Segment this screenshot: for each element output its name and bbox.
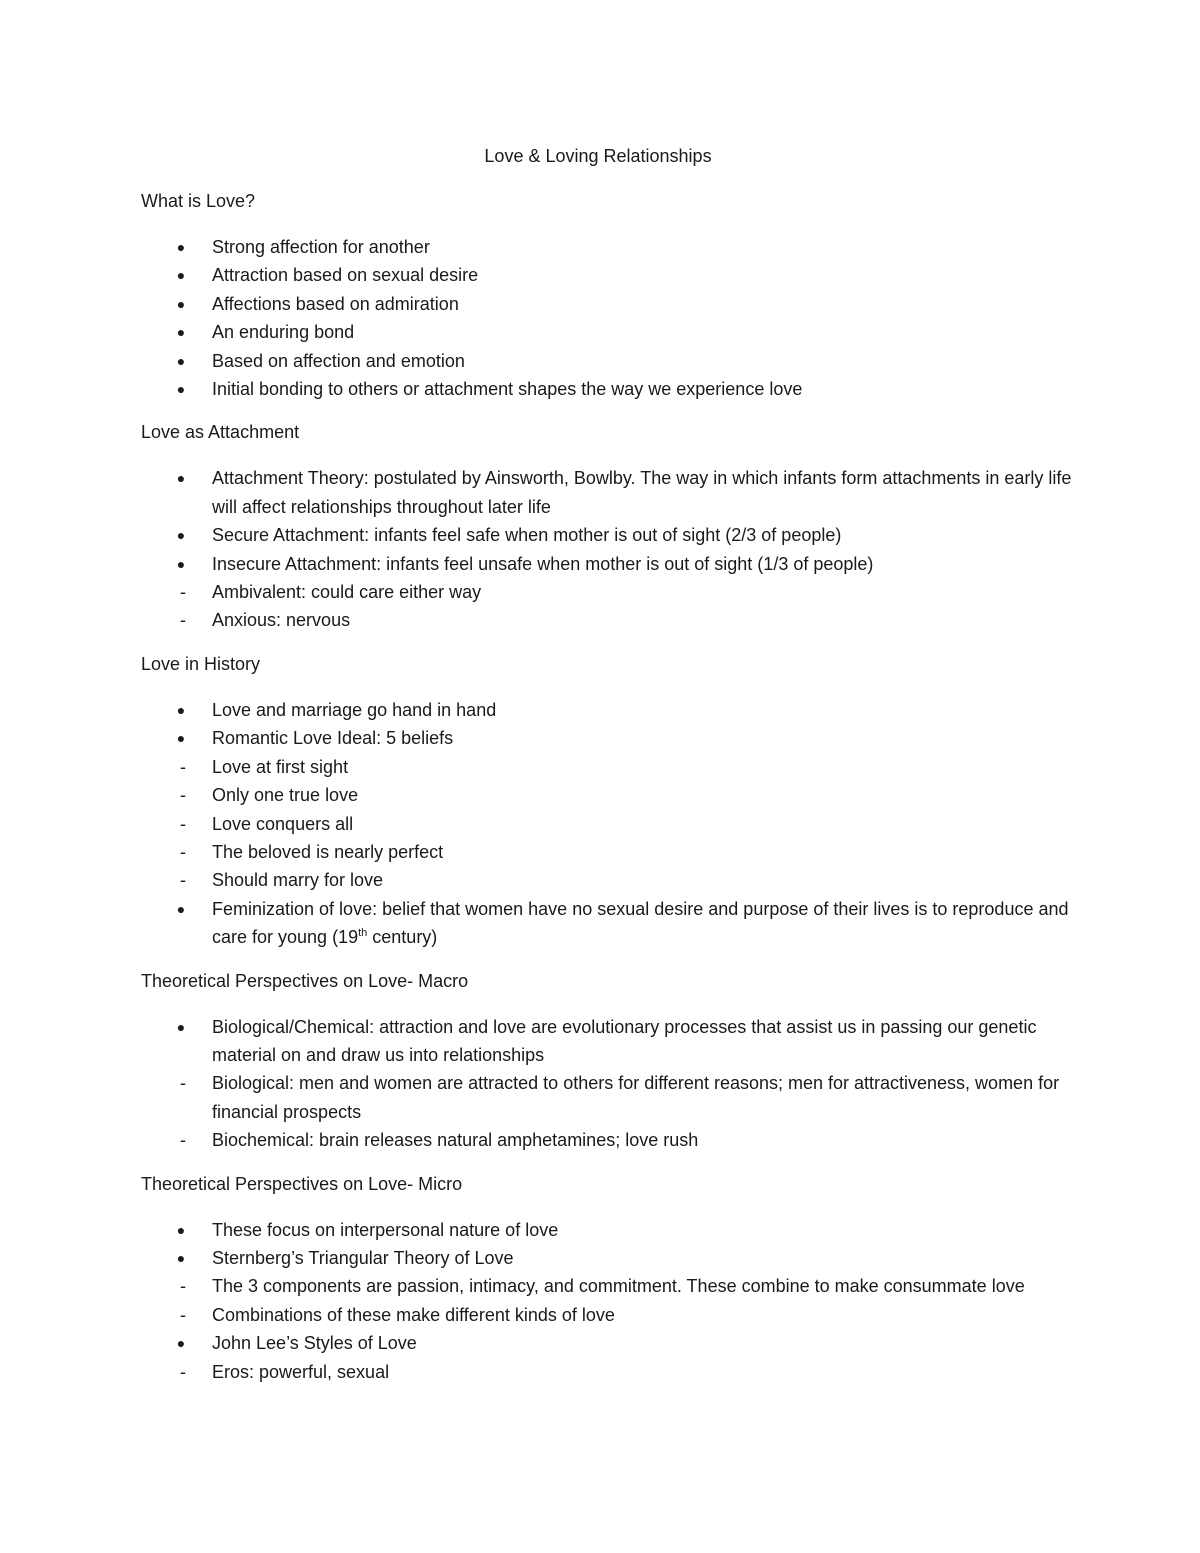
list-item-text: These focus on interpersonal nature of love — [212, 1219, 559, 1240]
section-heading: Love as Attachment — [141, 422, 300, 443]
list-item-text: Attraction based on sexual desire — [212, 265, 479, 286]
list-item — [141, 1244, 1081, 1272]
bullet-icon: ● — [176, 1249, 186, 1266]
document-title: Love & Loving Relationships — [484, 146, 712, 166]
section-heading: Theoretical Perspectives on Love- Macro — [141, 970, 469, 991]
dash-icon: - — [180, 841, 186, 862]
list-item — [141, 318, 1081, 346]
list-item — [141, 895, 1081, 952]
section-list — [141, 1216, 1081, 1386]
section-list — [141, 464, 1081, 634]
list-item-text: Biological: men and women are attracted to others for different reasons; men for attractiveness, women for financial prospects — [212, 1073, 1060, 1122]
list-item-text-tail: century) — [367, 927, 438, 948]
list-item-text: Biochemical: brain releases natural amphetamines; love rush — [212, 1130, 699, 1151]
list-item-text: Combinations of these make different kinds of love — [212, 1304, 615, 1325]
bullet-icon: ● — [176, 1018, 186, 1035]
bullet-icon: ● — [176, 352, 186, 369]
dash-icon: - — [180, 756, 186, 777]
list-item — [141, 1329, 1081, 1357]
list-item-text: Strong affection for another — [212, 237, 430, 257]
section-heading: What is Love? — [141, 191, 256, 211]
list-item — [141, 1358, 1081, 1386]
list-item — [141, 347, 1081, 375]
section-list — [141, 696, 1081, 952]
list-item-text: Ambivalent: could care either way — [212, 582, 482, 603]
dash-icon: - — [180, 1304, 186, 1325]
dash-icon: - — [180, 582, 186, 603]
list-item — [141, 606, 1081, 634]
list-item-text: Insecure Attachment: infants feel unsafe when mother is out of sight (1/3 of people) — [212, 553, 874, 574]
list-item — [141, 753, 1081, 781]
bullet-icon: ● — [176, 701, 186, 718]
bullet-icon: ● — [176, 900, 186, 917]
bullet-icon: ● — [176, 1335, 186, 1352]
dash-icon: - — [180, 1073, 186, 1094]
list-item-text: Biological/Chemical: attraction and love are evolutionary processes that assist us in passing our genetic material on and draw us into relationships — [212, 1016, 1037, 1065]
list-item-text: John Lee’s Styles of Love — [212, 1333, 417, 1354]
list-item — [141, 781, 1081, 809]
list-item — [141, 810, 1081, 838]
list-item-text: Sternberg’s Triangular Theory of Love — [212, 1247, 514, 1268]
list-item — [141, 464, 1081, 521]
bullet-icon: ● — [176, 324, 186, 341]
list-item-text: Based on affection and emotion — [212, 350, 465, 371]
dash-icon: - — [180, 1130, 186, 1151]
dash-icon: - — [180, 870, 186, 891]
section-list — [141, 233, 1081, 403]
list-item-text: Romantic Love Ideal: 5 beliefs — [212, 728, 454, 749]
bullet-icon: ● — [176, 470, 186, 487]
list-item — [141, 261, 1081, 289]
bullet-icon: ● — [176, 381, 186, 398]
dash-icon: - — [180, 1276, 186, 1297]
bullet-icon: ● — [176, 1221, 186, 1238]
list-item-text: An enduring bond — [212, 322, 355, 343]
list-item — [141, 1272, 1081, 1300]
list-item-text: Secure Attachment: infants feel safe when mother is out of sight (2/3 of people) — [212, 525, 842, 546]
list-item — [141, 724, 1081, 752]
list-item-text: Attachment Theory: postulated by Ainsworth, Bowlby. The way in which infants form attachments in early life will affect relationships throughout later life — [212, 468, 1072, 517]
list-item — [141, 1301, 1081, 1329]
bullet-icon: ● — [176, 730, 186, 747]
dash-icon: - — [180, 785, 186, 806]
list-item — [141, 233, 1081, 261]
list-item-text: Love and marriage go hand in hand — [212, 699, 497, 720]
list-item-text: Feminization of love: belief that women have no sexual desire and purpose of their lives is to reproduce and care for young (19 — [212, 898, 1069, 948]
bullet-icon: ● — [176, 527, 186, 544]
list-item-text: Eros: powerful, sexual — [212, 1361, 390, 1382]
list-item — [141, 696, 1081, 724]
list-item-text: Love at first sight — [212, 756, 349, 777]
bullet-icon: ● — [176, 295, 186, 312]
list-item-text: Love conquers all — [212, 813, 354, 834]
list-item — [141, 290, 1081, 318]
bullet-icon: ● — [176, 267, 186, 284]
section-heading: Love in History — [141, 653, 261, 674]
list-item — [141, 578, 1081, 606]
list-item-text: Should marry for love — [212, 870, 384, 891]
list-item-text: Affections based on admiration — [212, 293, 459, 314]
section-heading: Theoretical Perspectives on Love- Micro — [141, 1173, 463, 1194]
list-item — [141, 521, 1081, 549]
dash-icon: - — [180, 813, 186, 834]
dash-icon: - — [180, 1361, 186, 1382]
bullet-icon: ● — [176, 239, 186, 255]
list-item — [141, 1013, 1081, 1070]
list-item — [141, 1069, 1081, 1126]
list-item-text: Initial bonding to others or attachment shapes the way we experience love — [212, 379, 803, 400]
list-item-text: The beloved is nearly perfect — [212, 841, 444, 862]
section-list — [141, 1013, 1081, 1155]
list-item — [141, 1216, 1081, 1244]
dash-icon: - — [180, 610, 186, 631]
list-item-text: Only one true love — [212, 785, 359, 806]
list-item — [141, 550, 1081, 578]
list-item-text: The 3 components are passion, intimacy, and commitment. These combine to make consummate love — [212, 1276, 1025, 1297]
superscript: th — [358, 927, 368, 940]
list-item-text: Anxious: nervous — [212, 610, 351, 631]
list-item — [141, 866, 1081, 894]
bullet-icon: ● — [176, 555, 186, 572]
list-item — [141, 838, 1081, 866]
document-body — [141, 189, 1081, 1403]
list-item — [141, 375, 1081, 403]
list-item — [141, 1126, 1081, 1154]
